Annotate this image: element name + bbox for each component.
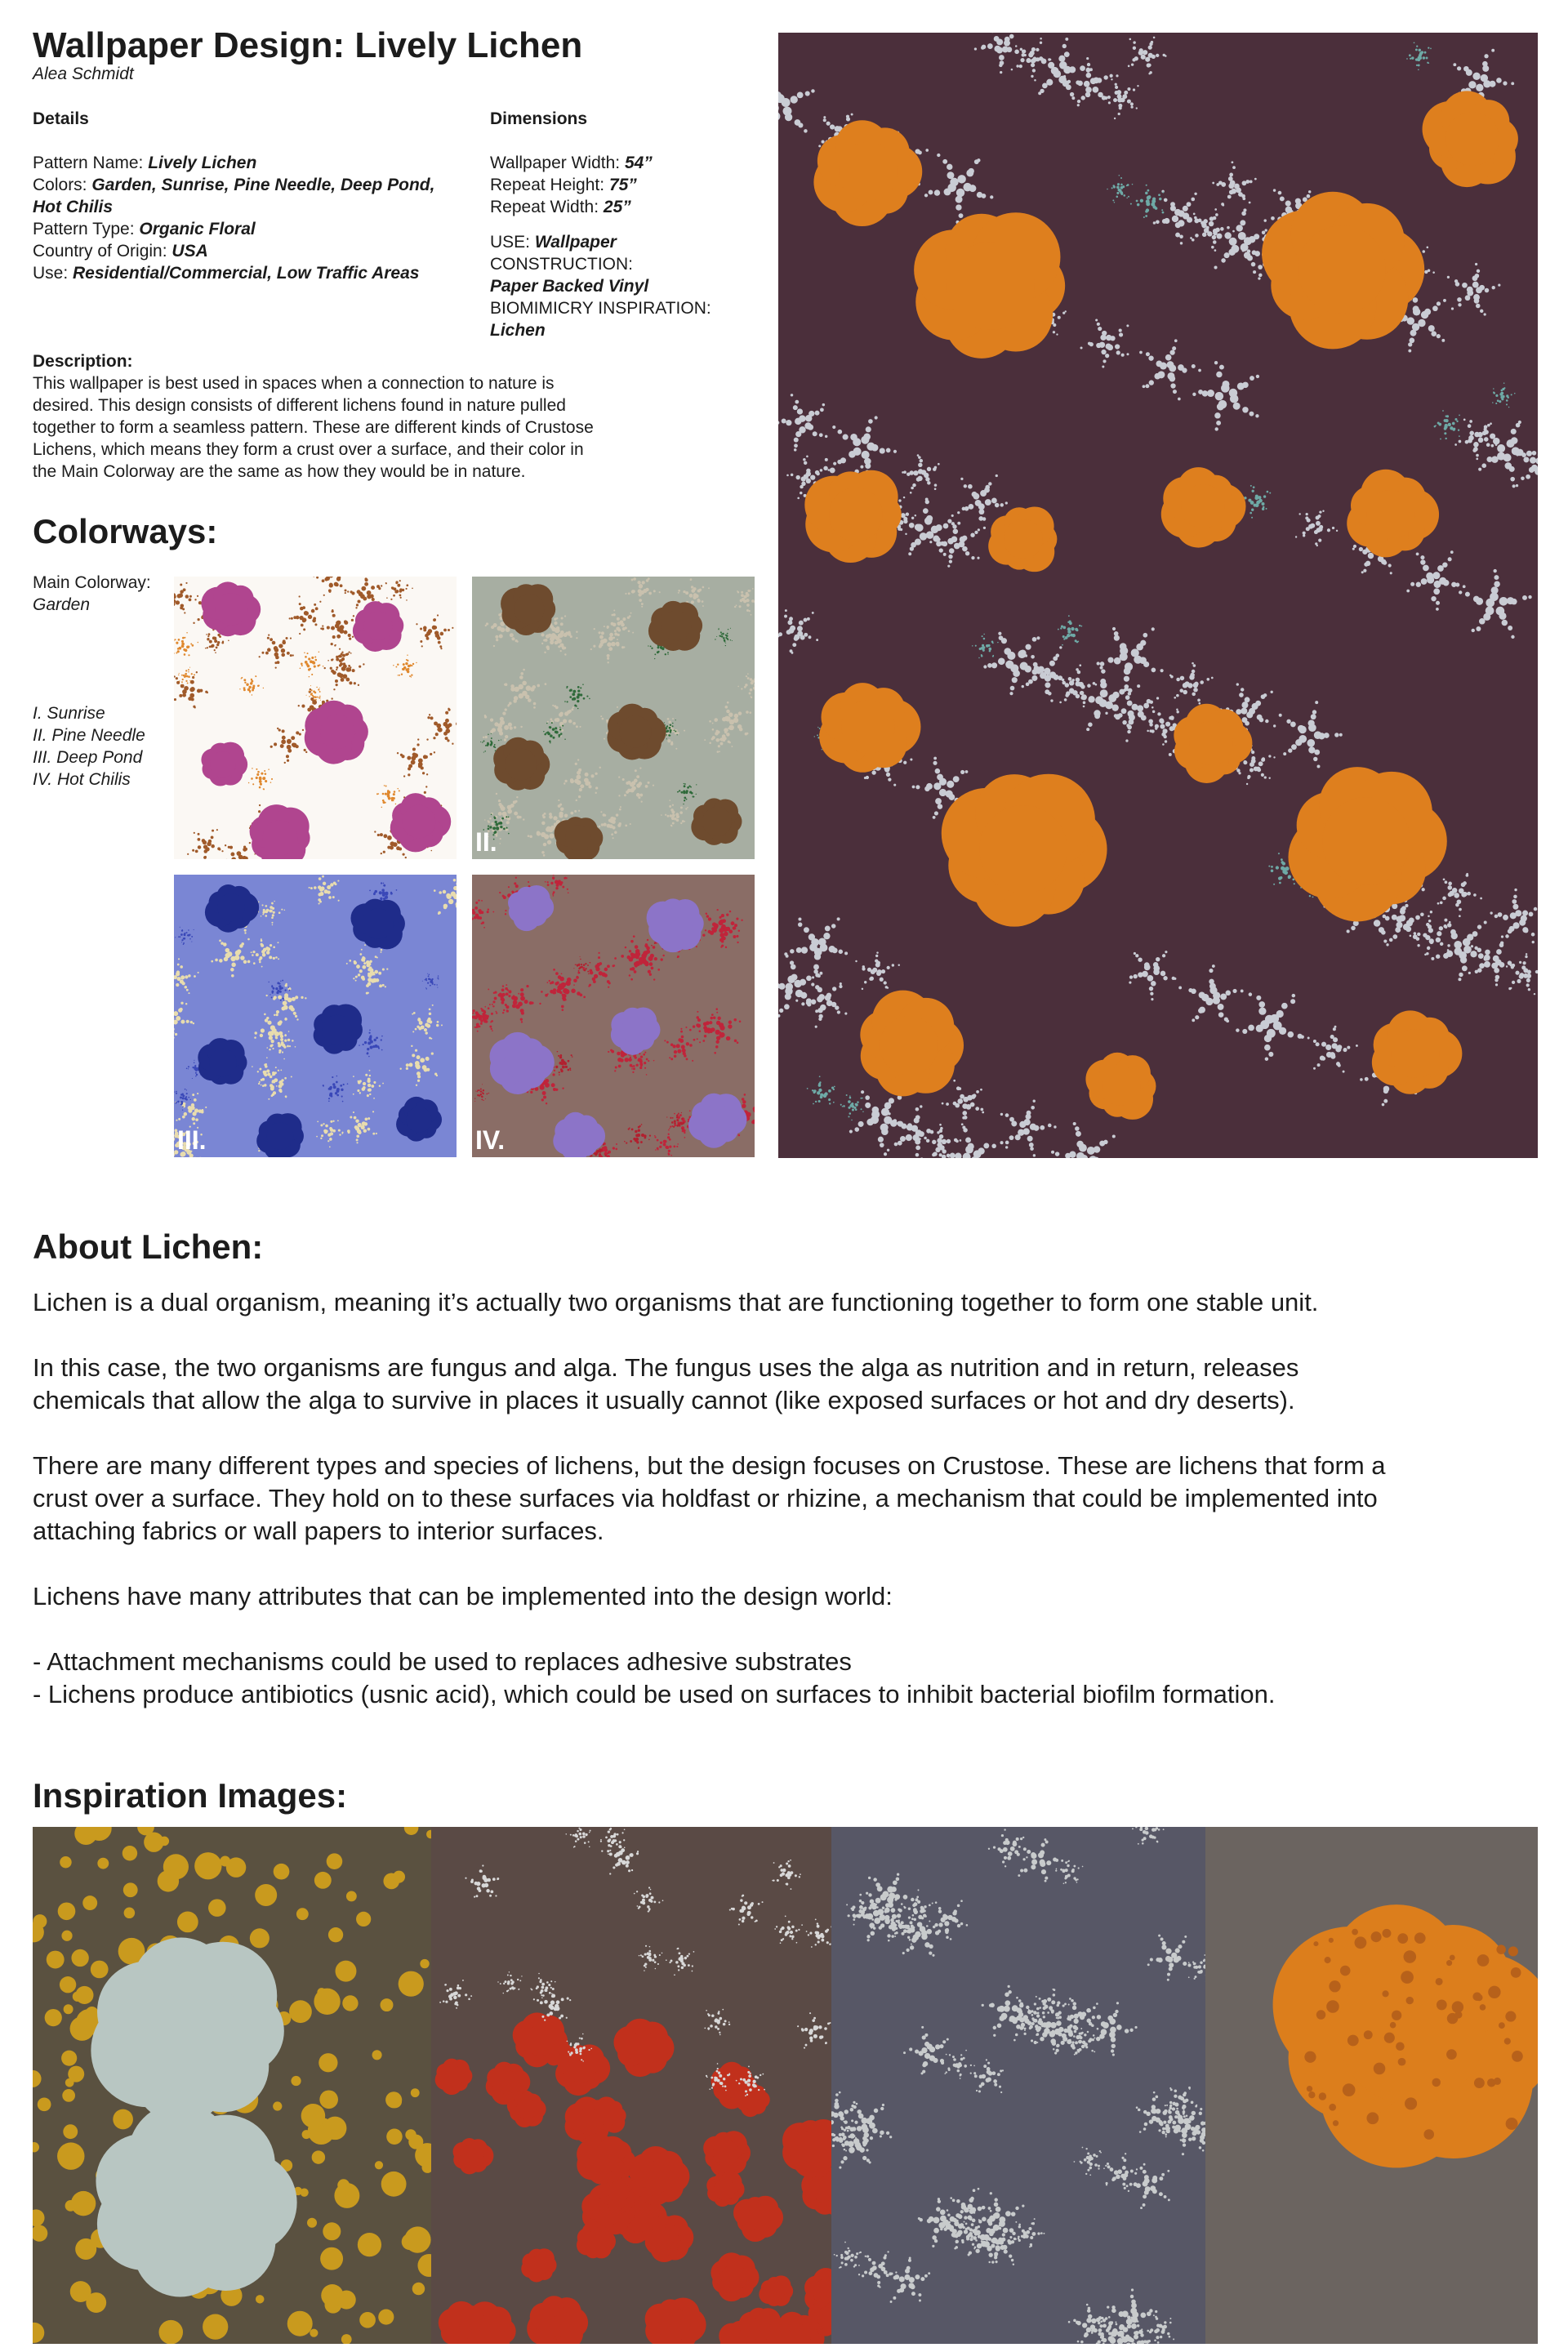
- description-line: together to form a seamless pattern. These are different kinds of Crustose: [33, 418, 594, 437]
- colorway-numeral: II.: [475, 827, 497, 857]
- description-line: the Main Colorway are the same as how they would be in nature.: [33, 462, 526, 481]
- colorway-numeral: III.: [177, 1125, 207, 1155]
- colorway-list: [33, 702, 145, 791]
- about-heading: About Lichen:: [33, 1227, 264, 1266]
- detail-use: Use: Residential/Commercial, Low Traffic Areas: [33, 264, 420, 283]
- description-line: desired. This design consists of different lichens found in nature pulled: [33, 396, 566, 415]
- description-line: Lichens, which means they form a crust over a surface, and their color in: [33, 440, 584, 459]
- colorway-list-item: III. Deep Pond: [33, 748, 143, 767]
- spec-list: [490, 231, 711, 341]
- colorway-list-item: IV. Hot Chilis: [33, 770, 131, 789]
- spec-inspiration: BIOMIMICRY INSPIRATION:: [490, 299, 711, 318]
- inspiration-image-orange-lichen: [1205, 1827, 1538, 2344]
- inspiration-image-red-lichen: [431, 1827, 831, 2344]
- colorway-tile-hot-chilis: [472, 875, 755, 1157]
- main-colorway-name: Garden: [33, 595, 91, 614]
- about-paragraph: There are many different types and species of lichens, but the design focuses on Crustose. These are lichens that form a crust over a surface. They hold on to these surfaces via holdfast or rhizine, a mechanism that could be implemented into attaching fabrics or wall papers to interior surfaces.: [33, 1451, 1386, 1545]
- colorway-list-item: II. Pine Needle: [33, 726, 145, 745]
- colorways-heading: Colorways:: [33, 512, 218, 550]
- colorway-tile-deep-pond: [174, 875, 457, 1157]
- detail-colors-cont: Hot Chilis: [33, 198, 113, 216]
- dim-repeat-height: Repeat Height: 75”: [490, 176, 637, 194]
- spec-inspiration-value: Lichen: [490, 321, 546, 340]
- about-paragraph: In this case, the two organisms are fungus and alga. The fungus uses the alga as nutrition and in return, releases chemicals that allow the alga to survive in places it usually cannot (like exposed surfaces or hot and dry deserts).: [33, 1353, 1299, 1414]
- detail-country: Country of Origin: USA: [33, 242, 208, 261]
- inspiration-photo: [1205, 1827, 1538, 2344]
- lichen-pattern-image: [778, 33, 1538, 1158]
- about-paragraph: Lichens have many attributes that can be implemented into the design world:: [33, 1582, 893, 1610]
- colorway-list-item: I. Sunrise: [33, 704, 105, 723]
- description-heading: Description:: [33, 352, 133, 371]
- details-list: [33, 152, 434, 284]
- dim-width: Wallpaper Width: 54”: [490, 154, 653, 172]
- main-colorway-label: Main Colorway:: [33, 573, 151, 592]
- spec-use: USE: Wallpaper: [490, 233, 617, 252]
- inspiration-photo: [431, 1827, 831, 2344]
- inspiration-image-grey-lichen: [831, 1827, 1205, 2344]
- dim-repeat-width: Repeat Width: 25”: [490, 198, 631, 216]
- description-line: This wallpaper is best used in spaces when a connection to nature is: [33, 374, 555, 393]
- colorway-tile-pine-needle: [472, 577, 755, 859]
- colorway-pattern: [472, 875, 755, 1157]
- inspiration-heading: Inspiration Images:: [33, 1776, 348, 1815]
- page-title: Wallpaper Design: Lively Lichen: [33, 25, 583, 65]
- detail-pattern-type: Pattern Type: Organic Floral: [33, 220, 256, 238]
- about-body: [33, 1286, 1535, 1711]
- inspiration-image-yellow-grey-lichen: [33, 1827, 431, 2344]
- details-heading: Details: [33, 109, 89, 128]
- colorway-pattern: [174, 577, 457, 859]
- colorway-tile-garden: [174, 577, 457, 859]
- description-text: [33, 372, 653, 483]
- colorway-pattern: [472, 577, 755, 859]
- spec-construction: CONSTRUCTION:: [490, 255, 633, 274]
- colorway-pattern: [174, 875, 457, 1157]
- dimensions-heading: Dimensions: [490, 109, 588, 128]
- detail-colors: Colors: Garden, Sunrise, Pine Needle, Deep Pond,: [33, 176, 435, 194]
- dimensions-list: [490, 152, 653, 218]
- colorway-numeral: IV.: [475, 1125, 506, 1155]
- detail-pattern-name: Pattern Name: Lively Lichen: [33, 154, 257, 172]
- author-name: Alea Schmidt: [33, 65, 134, 83]
- about-paragraph: - Attachment mechanisms could be used to replaces adhesive substrates - Lichens produce antibiotics (usnic acid), which could be used on surfaces to inhibit bacterial biofilm formation.: [33, 1647, 1276, 1708]
- main-wallpaper-pattern: [778, 33, 1538, 1158]
- inspiration-photo: [33, 1827, 431, 2344]
- inspiration-photo: [831, 1827, 1205, 2344]
- about-paragraph: Lichen is a dual organism, meaning it’s actually two organisms that are functioning together to form one stable unit.: [33, 1288, 1319, 1316]
- spec-construction-value: Paper Backed Vinyl: [490, 277, 649, 296]
